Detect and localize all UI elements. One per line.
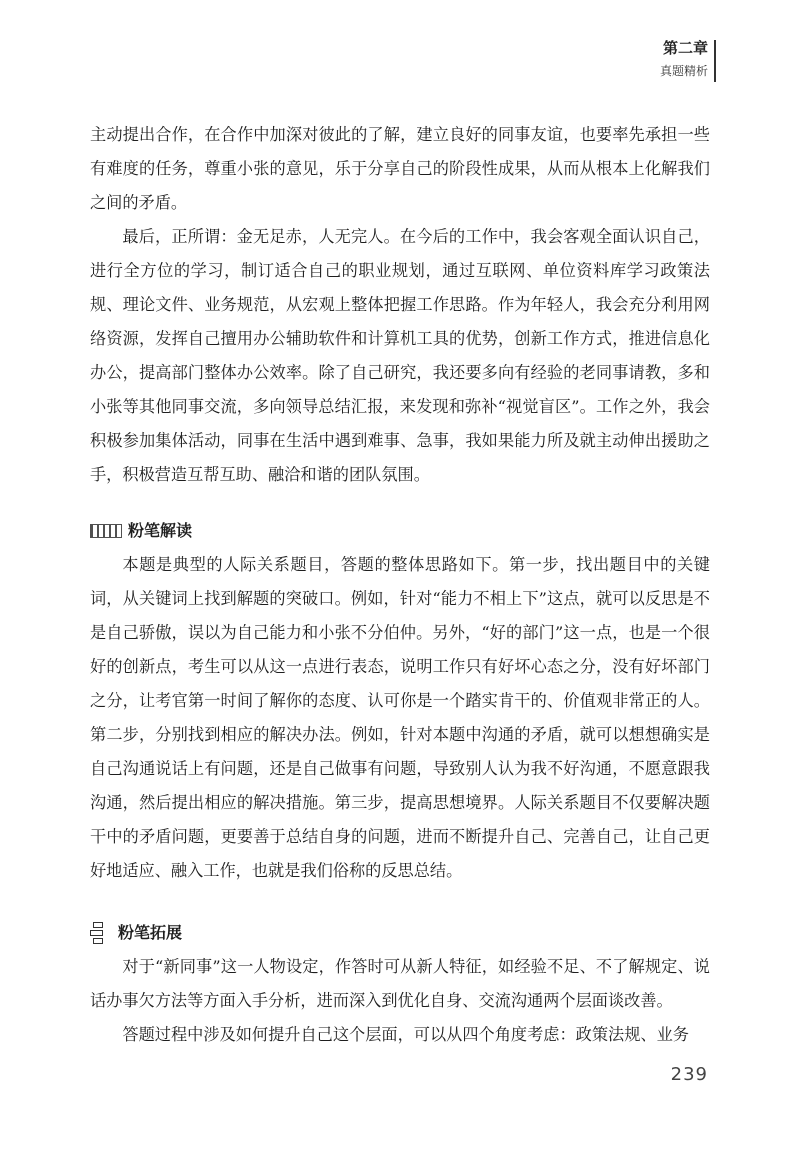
running-header	[660, 38, 708, 80]
paragraph-extension-2: 答题过程中涉及如何提升自己这个层面，可以从四个角度考虑：政策法规、业务	[122, 1025, 689, 1044]
section-heading-interpretation	[90, 514, 710, 548]
chapter-label: 第二章	[662, 39, 708, 57]
paragraph-extension-1: 对于“新同事”这一人物设定，作答时可从新人特征，如经验不足、不了解规定、说话办事欠方法等方面入手分析，进而深入到优化自身、交流沟通两个层面谈改善。	[90, 957, 710, 1010]
page-number: 239	[670, 1064, 708, 1085]
chapter-subtitle: 真题精析	[659, 64, 708, 78]
paragraph-continued: 主动提出合作，在合作中加深对彼此的了解，建立良好的同事友谊，也要率先承担一些有难度的任务，尊重小张的意见，乐于分享自己的阶段性成果，从而从根本上化解我们之间的矛盾。	[90, 125, 710, 212]
barcode-icon	[90, 524, 122, 538]
page-body	[90, 118, 710, 1052]
stacked-boxes-icon	[90, 922, 106, 944]
header-divider	[714, 40, 716, 82]
section-heading-extension	[90, 916, 710, 950]
section-title: 粉笔拓展	[118, 923, 183, 942]
paragraph-conclusion: 最后，正所谓：金无足赤，人无完人。在今后的工作中，我会客观全面认识自己，进行全方位的学习，制订适合自己的职业规划，通过互联网、单位资料库学习政策法规、理论文件、业务规范，从宏观上整体把握工作思路。作为年轻人，我会充分利用网络资源，发挥自己擅用办公辅助软件和计算机工具的优势，创新工作方式，推进信息化办公，提高部门整体办公效率。除了自己研究，我还要多向有经验的老同事请教，多和小张等其他同事交流，多向领导总结汇报，来发现和弥补“视觉盲区”。工作之外，我会积极参加集体活动，同事在生活中遇到难事、急事，我如果能力所及就主动伸出援助之手，积极营造互帮互助、融洽和谐的团队氛围。	[90, 227, 710, 484]
section-title: 粉笔解读	[128, 521, 193, 540]
paragraph-interpretation: 本题是典型的人际关系题目，答题的整体思路如下。第一步，找出题目中的关键词，从关键词上找到解题的突破口。例如，针对“能力不相上下”这点，就可以反思是不是自己骄傲，误以为自己能力和小张不分伯仲。另外，“好的部门”这一点，也是一个很好的创新点，考生可以从这一点进行表态，说明工作只有好坏心态之分，没有好坏部门之分，让考官第一时间了解你的态度、认可你是一个踏实肯干的、价值观非常正的人。第二步，分别找到相应的解决办法。例如，针对本题中沟通的矛盾，就可以想想确实是自己沟通说话上有问题，还是自己做事有问题，导致别人认为我不好沟通，不愿意跟我沟通，然后提出相应的解决措施。第三步，提高思想境界。人际关系题目不仅要解决题干中的矛盾问题，更要善于总结自身的问题，进而不断提升自己、完善自己，让自己更好地适应、融入工作，也就是我们俗称的反思总结。	[90, 555, 710, 880]
